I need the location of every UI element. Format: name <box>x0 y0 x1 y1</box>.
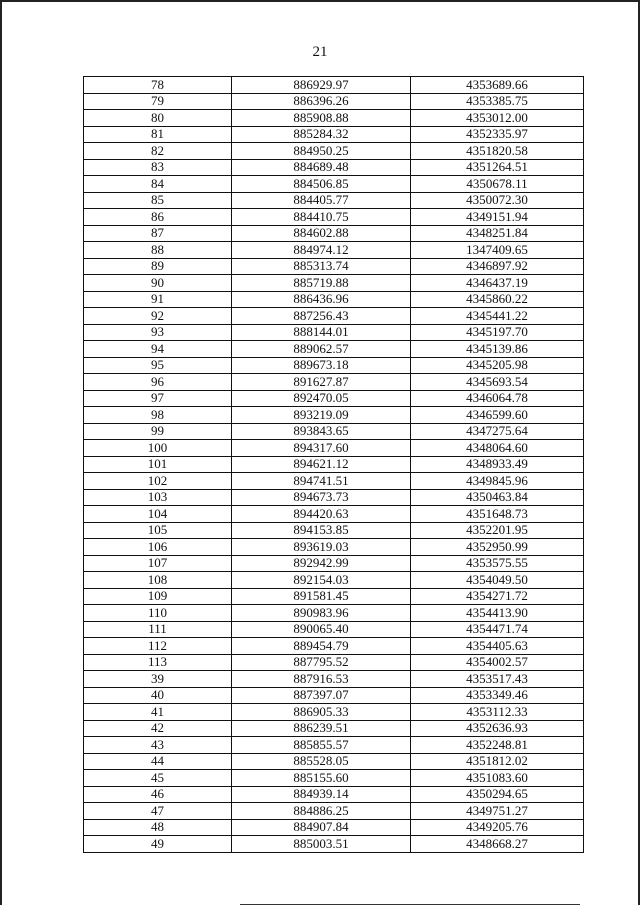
point-number-cell: 83 <box>84 159 232 176</box>
table-row <box>84 93 584 110</box>
point-number-cell: 89 <box>84 258 232 275</box>
point-number-cell: 93 <box>84 324 232 341</box>
point-number-cell: 113 <box>84 654 232 671</box>
y-coordinate-cell: 4353012.00 <box>411 110 584 127</box>
point-number-cell: 45 <box>84 770 232 787</box>
point-number-cell: 48 <box>84 819 232 836</box>
point-number-cell: 39 <box>84 671 232 688</box>
y-coordinate-cell: 4347275.64 <box>411 423 584 440</box>
y-coordinate-cell: 4351083.60 <box>411 770 584 787</box>
x-coordinate-cell: 894420.63 <box>232 506 411 523</box>
point-number-cell: 78 <box>84 77 232 94</box>
point-number-cell: 106 <box>84 539 232 556</box>
table-row <box>84 621 584 638</box>
y-coordinate-cell: 4348064.60 <box>411 440 584 457</box>
table-row <box>84 423 584 440</box>
point-number-cell: 104 <box>84 506 232 523</box>
table-row <box>84 555 584 572</box>
table-row <box>84 671 584 688</box>
point-number-cell: 79 <box>84 93 232 110</box>
table-row <box>84 225 584 242</box>
table-row <box>84 126 584 143</box>
x-coordinate-cell: 890983.96 <box>232 605 411 622</box>
y-coordinate-cell: 4353575.55 <box>411 555 584 572</box>
x-coordinate-cell: 887397.07 <box>232 687 411 704</box>
point-number-cell: 111 <box>84 621 232 638</box>
x-coordinate-cell: 893219.09 <box>232 407 411 424</box>
x-coordinate-cell: 884602.88 <box>232 225 411 242</box>
x-coordinate-cell: 894741.51 <box>232 473 411 490</box>
table-row <box>84 654 584 671</box>
table-row <box>84 143 584 160</box>
table-row <box>84 572 584 589</box>
y-coordinate-cell: 4352248.81 <box>411 737 584 754</box>
y-coordinate-cell: 4348933.49 <box>411 456 584 473</box>
table-row <box>84 110 584 127</box>
page-border-left <box>0 0 2 905</box>
x-coordinate-cell: 885855.57 <box>232 737 411 754</box>
point-number-cell: 40 <box>84 687 232 704</box>
y-coordinate-cell: 4346064.78 <box>411 390 584 407</box>
point-number-cell: 80 <box>84 110 232 127</box>
x-coordinate-cell: 887916.53 <box>232 671 411 688</box>
y-coordinate-cell: 4350294.65 <box>411 786 584 803</box>
x-coordinate-cell: 884886.25 <box>232 803 411 820</box>
x-coordinate-cell: 889673.18 <box>232 357 411 374</box>
table-row <box>84 819 584 836</box>
y-coordinate-cell: 4352201.95 <box>411 522 584 539</box>
table-row <box>84 275 584 292</box>
table-row <box>84 539 584 556</box>
point-number-cell: 110 <box>84 605 232 622</box>
point-number-cell: 91 <box>84 291 232 308</box>
y-coordinate-cell: 4351264.51 <box>411 159 584 176</box>
table-row <box>84 770 584 787</box>
y-coordinate-cell: 4349751.27 <box>411 803 584 820</box>
x-coordinate-cell: 886929.97 <box>232 77 411 94</box>
point-number-cell: 82 <box>84 143 232 160</box>
x-coordinate-cell: 894673.73 <box>232 489 411 506</box>
table-row <box>84 737 584 754</box>
x-coordinate-cell: 890065.40 <box>232 621 411 638</box>
table-row <box>84 159 584 176</box>
point-number-cell: 84 <box>84 176 232 193</box>
y-coordinate-cell: 4350463.84 <box>411 489 584 506</box>
table-row <box>84 687 584 704</box>
y-coordinate-cell: 4354271.72 <box>411 588 584 605</box>
x-coordinate-cell: 891581.45 <box>232 588 411 605</box>
y-coordinate-cell: 4346599.60 <box>411 407 584 424</box>
table-row <box>84 176 584 193</box>
coordinates-table <box>83 76 584 853</box>
point-number-cell: 87 <box>84 225 232 242</box>
y-coordinate-cell: 4346437.19 <box>411 275 584 292</box>
point-number-cell: 92 <box>84 308 232 325</box>
table-row <box>84 258 584 275</box>
x-coordinate-cell: 884410.75 <box>232 209 411 226</box>
x-coordinate-cell: 894621.12 <box>232 456 411 473</box>
table-row <box>84 473 584 490</box>
point-number-cell: 47 <box>84 803 232 820</box>
x-coordinate-cell: 885528.05 <box>232 753 411 770</box>
y-coordinate-cell: 4353689.66 <box>411 77 584 94</box>
y-coordinate-cell: 4350072.30 <box>411 192 584 209</box>
point-number-cell: 99 <box>84 423 232 440</box>
point-number-cell: 109 <box>84 588 232 605</box>
x-coordinate-cell: 893619.03 <box>232 539 411 556</box>
y-coordinate-cell: 4353112.33 <box>411 704 584 721</box>
table-row <box>84 506 584 523</box>
x-coordinate-cell: 885719.88 <box>232 275 411 292</box>
point-number-cell: 86 <box>84 209 232 226</box>
y-coordinate-cell: 4353349.46 <box>411 687 584 704</box>
table-row <box>84 77 584 94</box>
x-coordinate-cell: 886905.33 <box>232 704 411 721</box>
table-row <box>84 605 584 622</box>
y-coordinate-cell: 4354471.74 <box>411 621 584 638</box>
y-coordinate-cell: 4354049.50 <box>411 572 584 589</box>
table-row <box>84 489 584 506</box>
table-row <box>84 803 584 820</box>
y-coordinate-cell: 4345860.22 <box>411 291 584 308</box>
page-number: 21 <box>312 44 328 60</box>
x-coordinate-cell: 885155.60 <box>232 770 411 787</box>
point-number-cell: 102 <box>84 473 232 490</box>
point-number-cell: 85 <box>84 192 232 209</box>
point-number-cell: 101 <box>84 456 232 473</box>
x-coordinate-cell: 885313.74 <box>232 258 411 275</box>
x-coordinate-cell: 891627.87 <box>232 374 411 391</box>
y-coordinate-cell: 4350678.11 <box>411 176 584 193</box>
x-coordinate-cell: 894153.85 <box>232 522 411 539</box>
table-row <box>84 522 584 539</box>
x-coordinate-cell: 889062.57 <box>232 341 411 358</box>
table-row <box>84 456 584 473</box>
x-coordinate-cell: 884506.85 <box>232 176 411 193</box>
point-number-cell: 97 <box>84 390 232 407</box>
y-coordinate-cell: 4352335.97 <box>411 126 584 143</box>
y-coordinate-cell: 4345205.98 <box>411 357 584 374</box>
coordinates-table-body <box>84 77 584 853</box>
x-coordinate-cell: 888144.01 <box>232 324 411 341</box>
point-number-cell: 81 <box>84 126 232 143</box>
y-coordinate-cell: 4345693.54 <box>411 374 584 391</box>
point-number-cell: 90 <box>84 275 232 292</box>
point-number-cell: 44 <box>84 753 232 770</box>
point-number-cell: 42 <box>84 720 232 737</box>
x-coordinate-cell: 893843.65 <box>232 423 411 440</box>
y-coordinate-cell: 4345139.86 <box>411 341 584 358</box>
table-row <box>84 588 584 605</box>
y-coordinate-cell: 4348668.27 <box>411 836 584 853</box>
x-coordinate-cell: 887795.52 <box>232 654 411 671</box>
table-row <box>84 192 584 209</box>
table-row <box>84 291 584 308</box>
point-number-cell: 98 <box>84 407 232 424</box>
table-row <box>84 836 584 853</box>
x-coordinate-cell: 892470.05 <box>232 390 411 407</box>
y-coordinate-cell: 4351820.58 <box>411 143 584 160</box>
point-number-cell: 94 <box>84 341 232 358</box>
x-coordinate-cell: 884405.77 <box>232 192 411 209</box>
table-row <box>84 341 584 358</box>
point-number-cell: 41 <box>84 704 232 721</box>
y-coordinate-cell: 4352636.93 <box>411 720 584 737</box>
y-coordinate-cell: 4345197.70 <box>411 324 584 341</box>
point-number-cell: 107 <box>84 555 232 572</box>
table-row <box>84 440 584 457</box>
table-row <box>84 786 584 803</box>
x-coordinate-cell: 892154.03 <box>232 572 411 589</box>
table-row <box>84 407 584 424</box>
point-number-cell: 43 <box>84 737 232 754</box>
y-coordinate-cell: 4354405.63 <box>411 638 584 655</box>
y-coordinate-cell: 4346897.92 <box>411 258 584 275</box>
x-coordinate-cell: 886239.51 <box>232 720 411 737</box>
x-coordinate-cell: 885284.32 <box>232 126 411 143</box>
x-coordinate-cell: 884950.25 <box>232 143 411 160</box>
y-coordinate-cell: 4353385.75 <box>411 93 584 110</box>
x-coordinate-cell: 885908.88 <box>232 110 411 127</box>
point-number-cell: 103 <box>84 489 232 506</box>
table-row <box>84 374 584 391</box>
x-coordinate-cell: 887256.43 <box>232 308 411 325</box>
y-coordinate-cell: 4349205.76 <box>411 819 584 836</box>
table-row <box>84 704 584 721</box>
table-row <box>84 720 584 737</box>
y-coordinate-cell: 4351648.73 <box>411 506 584 523</box>
point-number-cell: 100 <box>84 440 232 457</box>
x-coordinate-cell: 886436.96 <box>232 291 411 308</box>
table-row <box>84 308 584 325</box>
y-coordinate-cell: 4353517.43 <box>411 671 584 688</box>
x-coordinate-cell: 884907.84 <box>232 819 411 836</box>
y-coordinate-cell: 4351812.02 <box>411 753 584 770</box>
point-number-cell: 108 <box>84 572 232 589</box>
table-row <box>84 753 584 770</box>
table-row <box>84 357 584 374</box>
point-number-cell: 88 <box>84 242 232 259</box>
y-coordinate-cell: 4348251.84 <box>411 225 584 242</box>
y-coordinate-cell: 4352950.99 <box>411 539 584 556</box>
point-number-cell: 46 <box>84 786 232 803</box>
y-coordinate-cell: 4349151.94 <box>411 209 584 226</box>
x-coordinate-cell: 892942.99 <box>232 555 411 572</box>
table-row <box>84 242 584 259</box>
point-number-cell: 112 <box>84 638 232 655</box>
x-coordinate-cell: 886396.26 <box>232 93 411 110</box>
y-coordinate-cell: 4354413.90 <box>411 605 584 622</box>
y-coordinate-cell: 4354002.57 <box>411 654 584 671</box>
x-coordinate-cell: 889454.79 <box>232 638 411 655</box>
point-number-cell: 49 <box>84 836 232 853</box>
point-number-cell: 95 <box>84 357 232 374</box>
y-coordinate-cell: 4345441.22 <box>411 308 584 325</box>
x-coordinate-cell: 884939.14 <box>232 786 411 803</box>
y-coordinate-cell: 1347409.65 <box>411 242 584 259</box>
x-coordinate-cell: 884689.48 <box>232 159 411 176</box>
page-border-top <box>0 0 640 2</box>
x-coordinate-cell: 885003.51 <box>232 836 411 853</box>
x-coordinate-cell: 894317.60 <box>232 440 411 457</box>
x-coordinate-cell: 884974.12 <box>232 242 411 259</box>
y-coordinate-cell: 4349845.96 <box>411 473 584 490</box>
table-row <box>84 324 584 341</box>
table-row <box>84 209 584 226</box>
point-number-cell: 96 <box>84 374 232 391</box>
point-number-cell: 105 <box>84 522 232 539</box>
table-row <box>84 390 584 407</box>
table-row <box>84 638 584 655</box>
